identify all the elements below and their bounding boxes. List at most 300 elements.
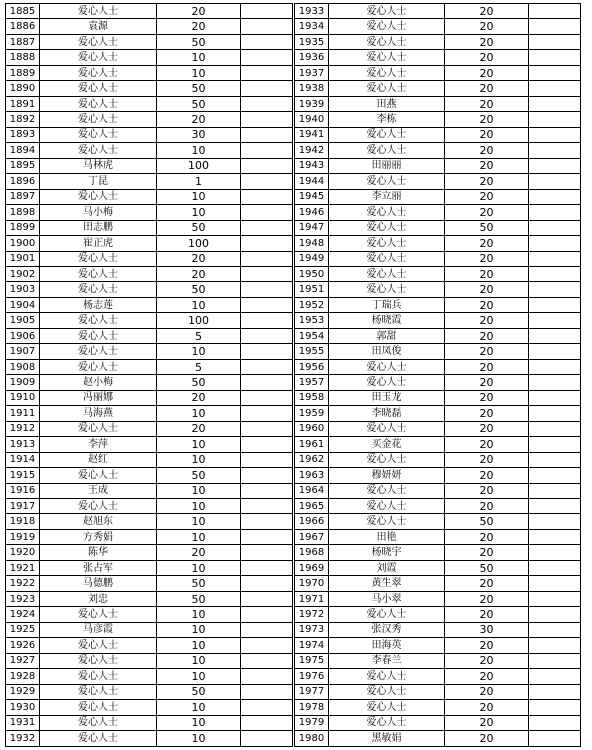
donation-amount-cell: 10 xyxy=(157,406,241,421)
donor-id-cell: 1909 xyxy=(6,375,40,390)
donation-amount-cell: 20 xyxy=(445,282,529,297)
donor-id-cell: 1956 xyxy=(295,359,329,374)
table-row xyxy=(295,266,581,281)
donor-id-cell: 1979 xyxy=(295,715,329,730)
donor-name-cell: 爱心人士 xyxy=(329,50,445,65)
note-cell xyxy=(529,514,581,529)
donor-name-cell: 爱心人士 xyxy=(40,359,157,374)
donor-name-cell: 爱心人士 xyxy=(329,266,445,281)
donor-id-cell: 1927 xyxy=(6,653,40,668)
donor-id-cell: 1947 xyxy=(295,220,329,235)
donor-name-cell: 爱心人士 xyxy=(40,143,157,158)
donor-id-cell: 1980 xyxy=(295,731,329,746)
note-cell xyxy=(241,591,293,606)
table-row xyxy=(6,297,293,312)
donation-amount-cell: 5 xyxy=(157,328,241,343)
donor-id-cell: 1958 xyxy=(295,390,329,405)
note-cell xyxy=(529,607,581,622)
note-cell xyxy=(241,282,293,297)
table-row xyxy=(295,297,581,312)
donor-name-cell: 爱心人士 xyxy=(40,328,157,343)
table-row xyxy=(6,205,293,220)
note-cell xyxy=(241,607,293,622)
donor-name-cell: 李萍 xyxy=(40,437,157,452)
donor-name-cell: 田海英 xyxy=(329,638,445,653)
table-row xyxy=(6,669,293,684)
donation-table-left xyxy=(5,3,293,747)
donation-amount-cell: 20 xyxy=(445,375,529,390)
note-cell xyxy=(241,452,293,467)
donation-amount-cell: 50 xyxy=(157,468,241,483)
table-row xyxy=(295,19,581,34)
donor-id-cell: 1942 xyxy=(295,143,329,158)
note-cell xyxy=(241,158,293,173)
donation-amount-cell: 10 xyxy=(157,297,241,312)
donation-amount-cell: 20 xyxy=(445,4,529,19)
donation-amount-cell: 20 xyxy=(157,19,241,34)
note-cell xyxy=(529,576,581,591)
donor-id-cell: 1923 xyxy=(6,591,40,606)
donor-name-cell: 爱心人士 xyxy=(329,700,445,715)
note-cell xyxy=(241,359,293,374)
donation-amount-cell: 10 xyxy=(157,560,241,575)
table-row xyxy=(6,375,293,390)
donor-name-cell: 爱心人士 xyxy=(329,421,445,436)
donor-id-cell: 1959 xyxy=(295,406,329,421)
table-row xyxy=(295,174,581,189)
donation-amount-cell: 10 xyxy=(157,731,241,746)
donor-name-cell: 爱心人士 xyxy=(40,607,157,622)
donation-amount-cell: 10 xyxy=(157,700,241,715)
table-row xyxy=(6,282,293,297)
donor-name-cell: 爱心人士 xyxy=(40,65,157,80)
donation-amount-cell: 20 xyxy=(445,669,529,684)
donation-amount-cell: 50 xyxy=(445,560,529,575)
table-row xyxy=(6,236,293,251)
donation-amount-cell: 20 xyxy=(445,127,529,142)
donor-id-cell: 1890 xyxy=(6,81,40,96)
table-row xyxy=(6,112,293,127)
note-cell xyxy=(529,127,581,142)
table-row xyxy=(6,406,293,421)
table-row xyxy=(295,251,581,266)
table-row xyxy=(295,437,581,452)
table-row xyxy=(6,591,293,606)
donor-name-cell: 马海燕 xyxy=(40,406,157,421)
donor-name-cell: 爱心人士 xyxy=(329,684,445,699)
donor-name-cell: 爱心人士 xyxy=(329,220,445,235)
note-cell xyxy=(529,205,581,220)
table-row xyxy=(295,189,581,204)
table-row xyxy=(295,622,581,637)
donor-name-cell: 崔正虎 xyxy=(40,236,157,251)
donor-name-cell: 爱心人士 xyxy=(40,700,157,715)
donor-id-cell: 1903 xyxy=(6,282,40,297)
table-row xyxy=(295,390,581,405)
donor-id-cell: 1896 xyxy=(6,174,40,189)
donor-id-cell: 1921 xyxy=(6,560,40,575)
table-row xyxy=(295,607,581,622)
donation-amount-cell: 10 xyxy=(157,205,241,220)
table-row xyxy=(295,359,581,374)
table-row xyxy=(6,359,293,374)
donor-id-cell: 1936 xyxy=(295,50,329,65)
donor-id-cell: 1976 xyxy=(295,669,329,684)
donation-amount-cell: 20 xyxy=(445,715,529,730)
donor-name-cell: 郭甜 xyxy=(329,328,445,343)
table-row xyxy=(6,684,293,699)
donation-amount-cell: 50 xyxy=(445,514,529,529)
note-cell xyxy=(529,236,581,251)
donor-id-cell: 1971 xyxy=(295,591,329,606)
donor-id-cell: 1965 xyxy=(295,499,329,514)
donor-name-cell: 爱心人士 xyxy=(329,483,445,498)
table-row xyxy=(6,529,293,544)
donor-name-cell: 爱心人士 xyxy=(40,499,157,514)
donor-id-cell: 1949 xyxy=(295,251,329,266)
note-cell xyxy=(241,375,293,390)
note-cell xyxy=(529,174,581,189)
donation-amount-cell: 20 xyxy=(445,313,529,328)
note-cell xyxy=(529,50,581,65)
donor-name-cell: 爱心人士 xyxy=(329,19,445,34)
table-row xyxy=(6,19,293,34)
note-cell xyxy=(529,715,581,730)
note-cell xyxy=(529,437,581,452)
note-cell xyxy=(529,545,581,560)
note-cell xyxy=(241,220,293,235)
donation-amount-cell: 50 xyxy=(157,282,241,297)
donor-id-cell: 1912 xyxy=(6,421,40,436)
donor-name-cell: 李立丽 xyxy=(329,189,445,204)
table-row xyxy=(295,127,581,142)
table-row xyxy=(6,4,293,19)
note-cell xyxy=(529,19,581,34)
table-row xyxy=(295,158,581,173)
note-cell xyxy=(529,483,581,498)
table-row xyxy=(295,65,581,80)
table-row xyxy=(6,468,293,483)
table-row xyxy=(295,406,581,421)
donor-id-cell: 1917 xyxy=(6,499,40,514)
donor-id-cell: 1904 xyxy=(6,297,40,312)
donation-amount-cell: 10 xyxy=(157,452,241,467)
note-cell xyxy=(241,715,293,730)
donation-amount-cell: 50 xyxy=(157,375,241,390)
donor-name-cell: 爱心人士 xyxy=(329,715,445,730)
note-cell xyxy=(241,313,293,328)
table-row xyxy=(295,731,581,746)
table-row xyxy=(6,731,293,746)
donor-id-cell: 1888 xyxy=(6,50,40,65)
donor-id-cell: 1968 xyxy=(295,545,329,560)
table-row xyxy=(295,50,581,65)
table-row xyxy=(295,591,581,606)
note-cell xyxy=(241,205,293,220)
donation-amount-cell: 20 xyxy=(445,189,529,204)
table-row xyxy=(6,158,293,173)
donor-name-cell: 丁昆 xyxy=(40,174,157,189)
donor-name-cell: 马彦霞 xyxy=(40,622,157,637)
donor-name-cell: 爱心人士 xyxy=(329,236,445,251)
donation-amount-cell: 20 xyxy=(445,731,529,746)
donor-name-cell: 爱心人士 xyxy=(329,205,445,220)
donor-name-cell: 爱心人士 xyxy=(329,127,445,142)
donor-id-cell: 1932 xyxy=(6,731,40,746)
table-row xyxy=(295,282,581,297)
donation-amount-cell: 20 xyxy=(445,328,529,343)
note-cell xyxy=(241,189,293,204)
donor-name-cell: 爱心人士 xyxy=(40,468,157,483)
donation-amount-cell: 50 xyxy=(157,576,241,591)
donation-amount-cell: 20 xyxy=(157,112,241,127)
table-row xyxy=(295,205,581,220)
donor-name-cell: 爱心人士 xyxy=(40,96,157,111)
note-cell xyxy=(241,65,293,80)
donation-amount-cell: 20 xyxy=(445,483,529,498)
note-cell xyxy=(241,576,293,591)
donation-amount-cell: 20 xyxy=(445,437,529,452)
table-row xyxy=(6,328,293,343)
donor-id-cell: 1954 xyxy=(295,328,329,343)
donor-name-cell: 爱心人士 xyxy=(40,266,157,281)
donation-amount-cell: 50 xyxy=(157,220,241,235)
note-cell xyxy=(529,731,581,746)
donor-name-cell: 爱心人士 xyxy=(40,282,157,297)
table-row xyxy=(6,313,293,328)
table-row xyxy=(295,560,581,575)
donor-id-cell: 1962 xyxy=(295,452,329,467)
note-cell xyxy=(529,344,581,359)
note-cell xyxy=(241,143,293,158)
note-cell xyxy=(529,359,581,374)
donation-amount-cell: 10 xyxy=(157,437,241,452)
table-row xyxy=(6,96,293,111)
donor-name-cell: 冯丽娜 xyxy=(40,390,157,405)
donor-name-cell: 张占军 xyxy=(40,560,157,575)
donor-id-cell: 1895 xyxy=(6,158,40,173)
donor-id-cell: 1953 xyxy=(295,313,329,328)
note-cell xyxy=(529,34,581,49)
donor-id-cell: 1898 xyxy=(6,205,40,220)
note-cell xyxy=(241,266,293,281)
note-cell xyxy=(529,251,581,266)
table-row xyxy=(6,251,293,266)
table-row xyxy=(6,638,293,653)
note-cell xyxy=(241,328,293,343)
donor-name-cell: 爱心人士 xyxy=(329,4,445,19)
donor-name-cell: 田玉龙 xyxy=(329,390,445,405)
donor-name-cell: 马德鹏 xyxy=(40,576,157,591)
donor-name-cell: 爱心人士 xyxy=(40,34,157,49)
note-cell xyxy=(241,653,293,668)
donor-id-cell: 1975 xyxy=(295,653,329,668)
donation-amount-cell: 20 xyxy=(157,266,241,281)
donor-name-cell: 爱心人士 xyxy=(40,50,157,65)
donor-name-cell: 买金花 xyxy=(329,437,445,452)
note-cell xyxy=(241,390,293,405)
donor-id-cell: 1926 xyxy=(6,638,40,653)
donor-name-cell: 张汉秀 xyxy=(329,622,445,637)
donor-name-cell: 爱心人士 xyxy=(329,174,445,189)
donation-amount-cell: 20 xyxy=(157,4,241,19)
donation-amount-cell: 50 xyxy=(157,81,241,96)
donor-name-cell: 田燕 xyxy=(329,96,445,111)
donor-id-cell: 1919 xyxy=(6,529,40,544)
note-cell xyxy=(241,50,293,65)
donor-name-cell: 爱心人士 xyxy=(329,34,445,49)
note-cell xyxy=(241,468,293,483)
donor-name-cell: 王成 xyxy=(40,483,157,498)
donor-name-cell: 赵红 xyxy=(40,452,157,467)
donor-name-cell: 李春兰 xyxy=(329,653,445,668)
table-row xyxy=(295,34,581,49)
donor-id-cell: 1948 xyxy=(295,236,329,251)
table-row xyxy=(6,576,293,591)
donation-amount-cell: 30 xyxy=(445,622,529,637)
donor-id-cell: 1938 xyxy=(295,81,329,96)
note-cell xyxy=(529,328,581,343)
donor-id-cell: 1906 xyxy=(6,328,40,343)
donation-amount-cell: 10 xyxy=(157,607,241,622)
note-cell xyxy=(529,81,581,96)
donor-name-cell: 田志鹏 xyxy=(40,220,157,235)
donation-amount-cell: 50 xyxy=(157,34,241,49)
donation-amount-cell: 20 xyxy=(445,653,529,668)
donor-name-cell: 马小梅 xyxy=(40,205,157,220)
table-row xyxy=(295,514,581,529)
donation-amount-cell: 20 xyxy=(445,205,529,220)
note-cell xyxy=(529,638,581,653)
donation-amount-cell: 10 xyxy=(157,622,241,637)
donor-id-cell: 1977 xyxy=(295,684,329,699)
table-row xyxy=(295,328,581,343)
donation-amount-cell: 20 xyxy=(157,545,241,560)
donor-id-cell: 1893 xyxy=(6,127,40,142)
donation-amount-cell: 20 xyxy=(445,591,529,606)
table-row xyxy=(6,189,293,204)
donation-amount-cell: 10 xyxy=(157,669,241,684)
donor-name-cell: 赵旭东 xyxy=(40,514,157,529)
donor-id-cell: 1967 xyxy=(295,529,329,544)
note-cell xyxy=(529,700,581,715)
table-row xyxy=(295,236,581,251)
donor-id-cell: 1963 xyxy=(295,468,329,483)
donor-id-cell: 1930 xyxy=(6,700,40,715)
donor-name-cell: 爱心人士 xyxy=(329,282,445,297)
table-row xyxy=(295,375,581,390)
table-row xyxy=(6,81,293,96)
note-cell xyxy=(241,514,293,529)
donor-id-cell: 1944 xyxy=(295,174,329,189)
donor-name-cell: 爱心人士 xyxy=(40,638,157,653)
table-row xyxy=(6,560,293,575)
donor-name-cell: 爱心人士 xyxy=(329,251,445,266)
donation-amount-cell: 20 xyxy=(445,344,529,359)
donor-name-cell: 黄生翠 xyxy=(329,576,445,591)
table-row xyxy=(6,653,293,668)
donor-id-cell: 1910 xyxy=(6,390,40,405)
table-row xyxy=(6,437,293,452)
donor-name-cell: 爱心人士 xyxy=(329,65,445,80)
note-cell xyxy=(241,499,293,514)
donor-name-cell: 爱心人士 xyxy=(40,684,157,699)
donation-amount-cell: 20 xyxy=(445,421,529,436)
note-cell xyxy=(529,406,581,421)
donation-amount-cell: 20 xyxy=(445,81,529,96)
donor-name-cell: 爱心人士 xyxy=(329,375,445,390)
note-cell xyxy=(529,390,581,405)
donor-id-cell: 1933 xyxy=(295,4,329,19)
donor-id-cell: 1924 xyxy=(6,607,40,622)
note-cell xyxy=(241,174,293,189)
donor-id-cell: 1902 xyxy=(6,266,40,281)
donor-name-cell: 爱心人士 xyxy=(40,81,157,96)
donor-name-cell: 爱心人士 xyxy=(329,81,445,96)
table-row xyxy=(6,421,293,436)
donation-amount-cell: 20 xyxy=(445,236,529,251)
donor-name-cell: 赵小梅 xyxy=(40,375,157,390)
donation-amount-cell: 20 xyxy=(445,143,529,158)
table-row xyxy=(295,220,581,235)
donor-name-cell: 爱心人士 xyxy=(40,715,157,730)
donor-id-cell: 1915 xyxy=(6,468,40,483)
note-cell xyxy=(241,437,293,452)
donor-name-cell: 马林虎 xyxy=(40,158,157,173)
note-cell xyxy=(529,297,581,312)
donor-id-cell: 1897 xyxy=(6,189,40,204)
donor-name-cell: 爱心人士 xyxy=(329,359,445,374)
donation-amount-cell: 20 xyxy=(445,576,529,591)
donor-id-cell: 1889 xyxy=(6,65,40,80)
donor-id-cell: 1901 xyxy=(6,251,40,266)
table-row xyxy=(295,483,581,498)
donation-amount-cell: 20 xyxy=(445,684,529,699)
table-row xyxy=(6,483,293,498)
table-row xyxy=(295,545,581,560)
note-cell xyxy=(529,313,581,328)
table-body-left xyxy=(6,4,293,747)
table-body-right xyxy=(295,4,581,747)
table-row xyxy=(295,344,581,359)
note-cell xyxy=(241,19,293,34)
note-cell xyxy=(241,297,293,312)
donation-amount-cell: 20 xyxy=(445,266,529,281)
donor-name-cell: 爱心人士 xyxy=(40,127,157,142)
table-row xyxy=(295,81,581,96)
donor-id-cell: 1892 xyxy=(6,112,40,127)
donor-id-cell: 1928 xyxy=(6,669,40,684)
table-row xyxy=(295,576,581,591)
donor-id-cell: 1905 xyxy=(6,313,40,328)
donation-amount-cell: 20 xyxy=(445,638,529,653)
note-cell xyxy=(529,421,581,436)
note-cell xyxy=(241,529,293,544)
table-row xyxy=(6,715,293,730)
note-cell xyxy=(241,684,293,699)
note-cell xyxy=(529,266,581,281)
donor-id-cell: 1964 xyxy=(295,483,329,498)
note-cell xyxy=(241,638,293,653)
table-row xyxy=(295,499,581,514)
table-row xyxy=(295,421,581,436)
donor-id-cell: 1978 xyxy=(295,700,329,715)
note-cell xyxy=(529,96,581,111)
donation-amount-cell: 50 xyxy=(157,96,241,111)
donation-amount-cell: 50 xyxy=(157,684,241,699)
donor-name-cell: 刘霞 xyxy=(329,560,445,575)
table-row xyxy=(295,96,581,111)
